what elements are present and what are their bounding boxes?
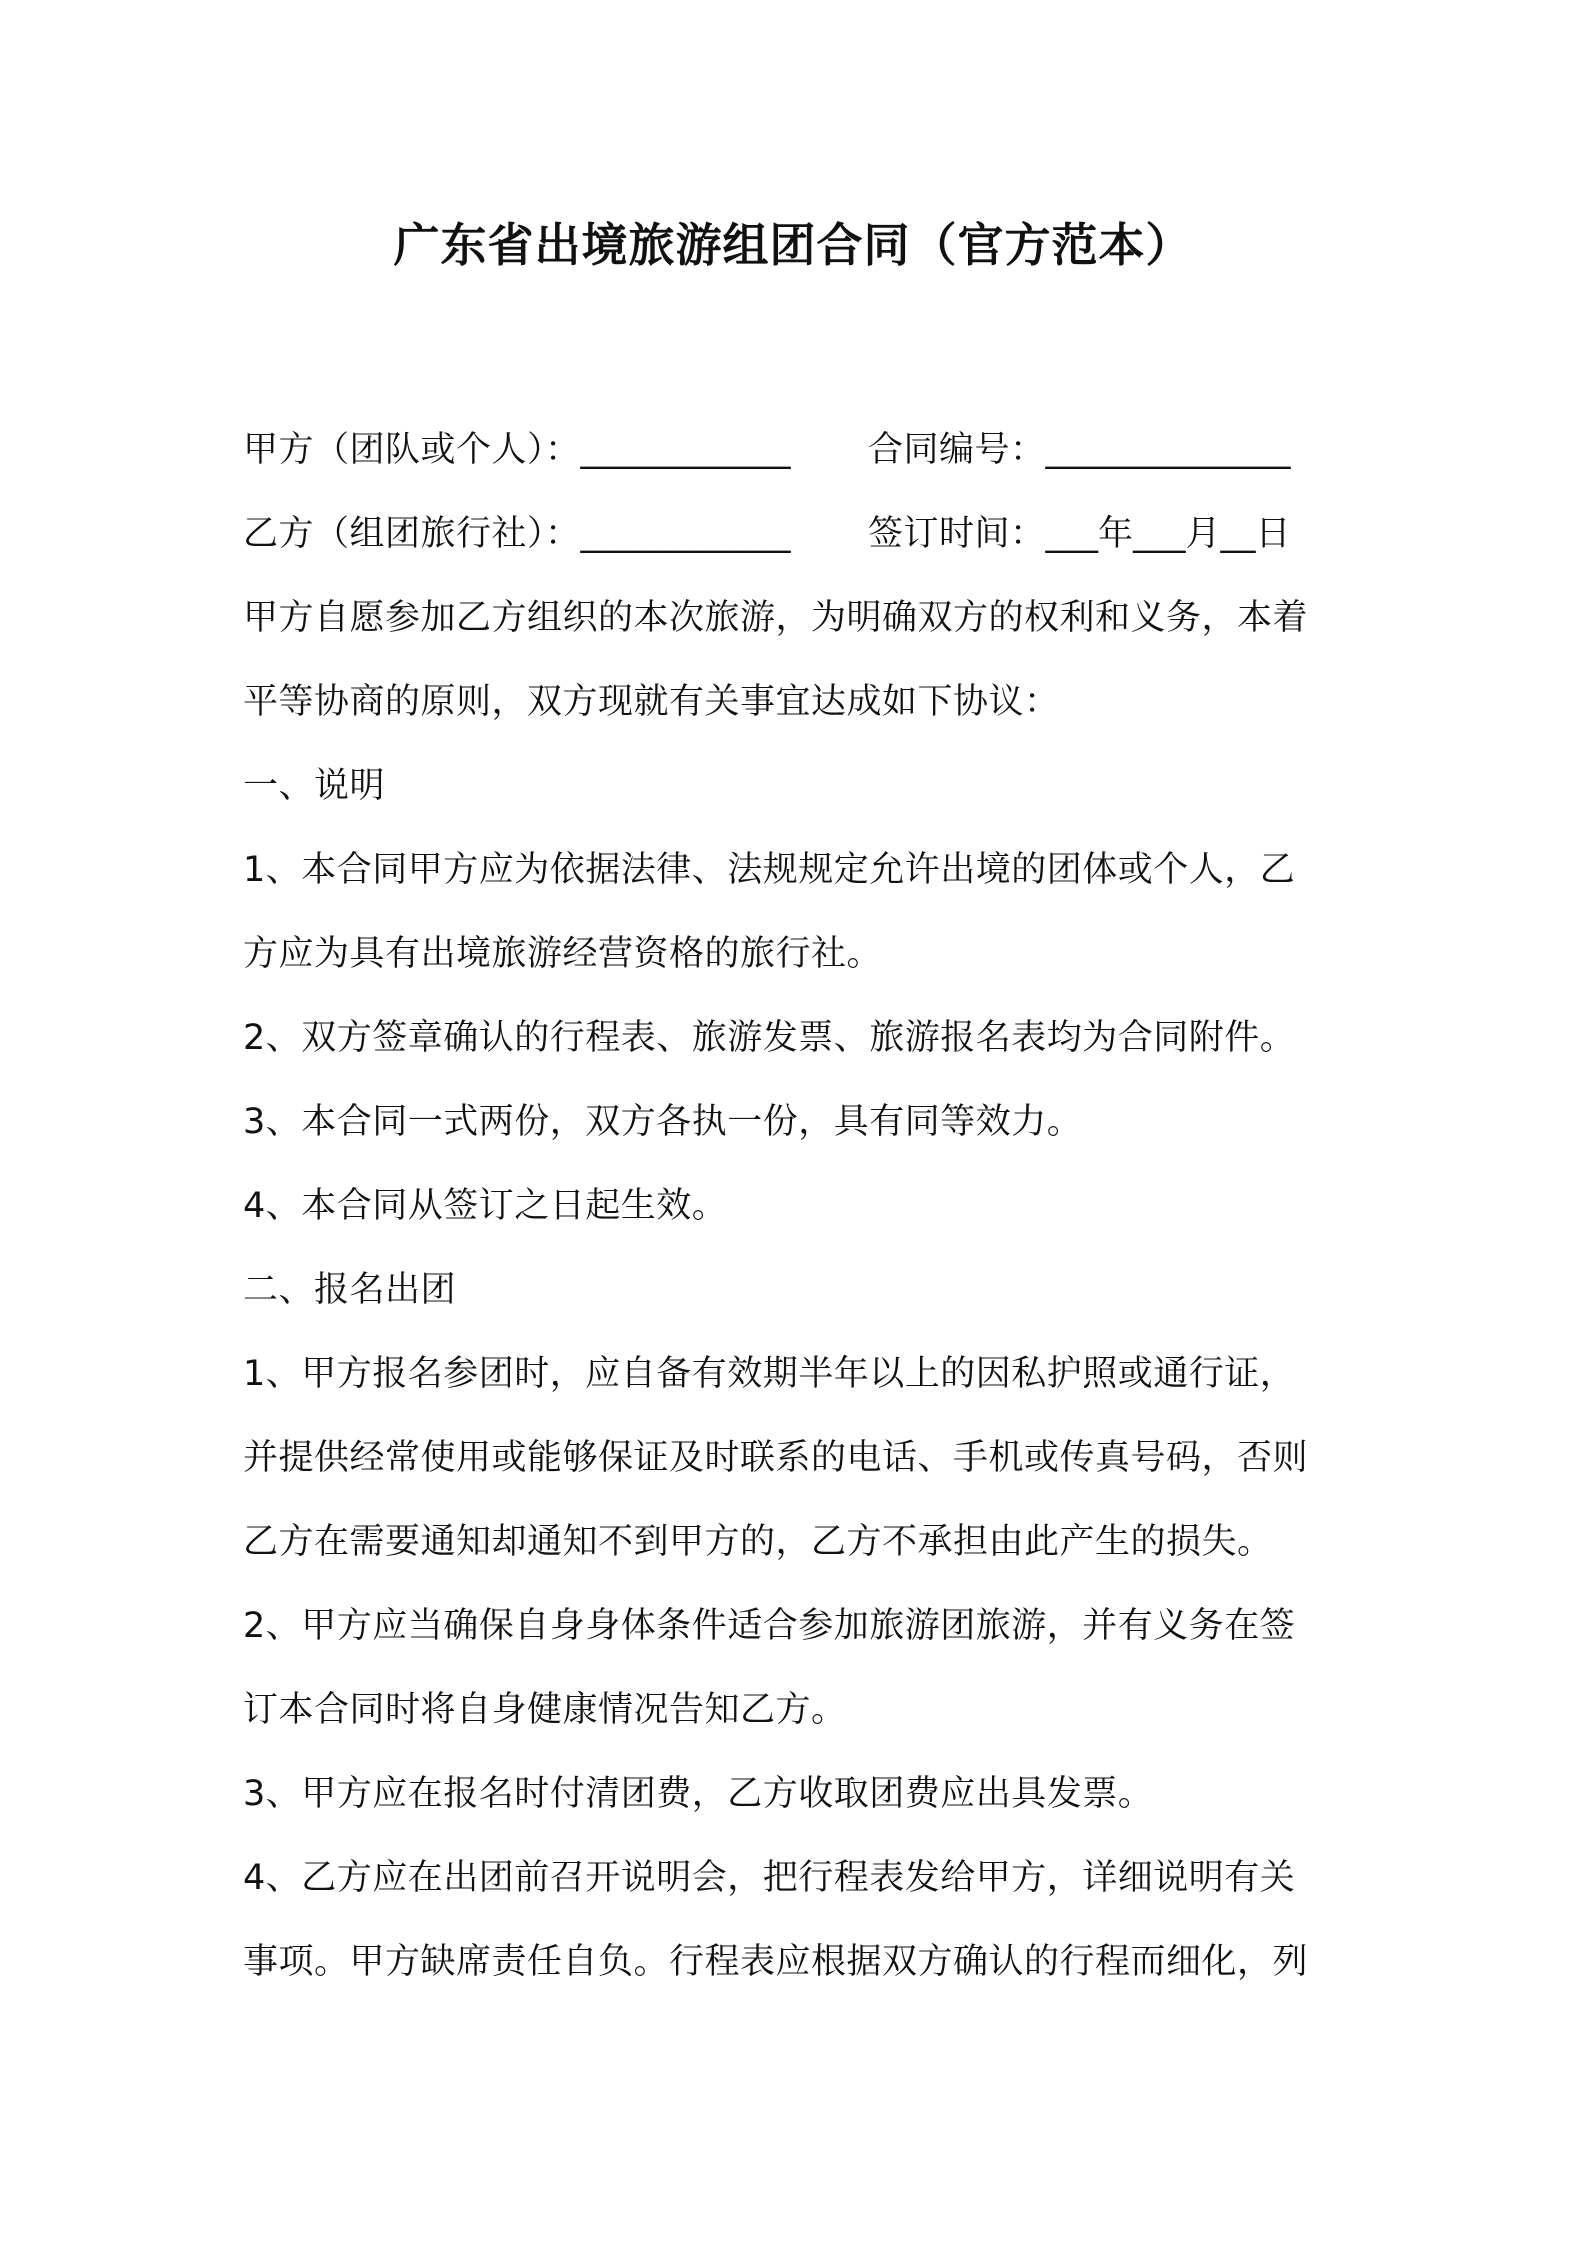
sign-date-value: ___年___月__日 (1045, 514, 1291, 554)
body-line: 2、甲方应当确保自身身体条件适合参加旅游团旅游，并有义务在签 (243, 1606, 1296, 1646)
body-line: 并提供经常使用或能够保证及时联系的电话、手机或传真号码，否则 (243, 1438, 1309, 1478)
sign-date-label: 签订时间： (868, 514, 1046, 554)
section-heading: 二、报名出团 (243, 1270, 457, 1310)
party-b-field (243, 492, 868, 576)
contract-number-field (868, 408, 1291, 492)
party-a-row (243, 408, 1353, 492)
body-line: 乙方在需要通知却通知不到甲方的，乙方不承担由此产生的损失。 (243, 1522, 1273, 1562)
document-title: 广东省出境旅游组团合同（官方范本） (393, 218, 1193, 272)
body-line: 4、乙方应在出团前召开说明会，把行程表发给甲方，详细说明有关 (243, 1858, 1296, 1898)
body-line: 甲方自愿参加乙方组织的本次旅游，为明确双方的权利和义务，本着 (243, 598, 1309, 638)
sign-date-field (868, 492, 1291, 576)
section-heading: 一、说明 (243, 766, 386, 806)
body-line: 订本合同时将自身健康情况告知乙方。 (243, 1690, 847, 1730)
body-line: 方应为具有出境旅游经营资格的旅行社。 (243, 934, 883, 974)
party-b-label: 乙方（组团旅行社）： (243, 514, 581, 554)
body-line: 1、甲方报名参团时，应自备有效期半年以上的因私护照或通行证， (243, 1354, 1296, 1394)
party-a-field (243, 408, 868, 492)
body-line: 3、本合同一式两份，双方各执一份，具有同等效力。 (243, 1102, 1083, 1142)
contract-number-label: 合同编号： (868, 430, 1046, 470)
body-line: 事项。甲方缺席责任自负。行程表应根据双方确认的行程而细化，列 (243, 1942, 1309, 1982)
body-line: 2、双方签章确认的行程表、旅游发票、旅游报名表均为合同附件。 (243, 1018, 1296, 1058)
body-line: 1、本合同甲方应为依据法律、法规规定允许出境的团体或个人，乙 (243, 850, 1296, 890)
body-line: 平等协商的原则，双方现就有关事宜达成如下协议： (243, 682, 1060, 722)
contract-number-blank: ______________ (1045, 430, 1291, 470)
body-line: 3、甲方应在报名时付清团费，乙方收取团费应出具发票。 (243, 1774, 1154, 1814)
party-b-row (243, 492, 1353, 576)
party-a-blank: ____________ (580, 430, 791, 470)
body-line: 4、本合同从签订之日起生效。 (243, 1186, 728, 1226)
party-b-blank: ____________ (580, 514, 791, 554)
document-body (243, 408, 1353, 2004)
party-a-label: 甲方（团队或个人）： (243, 430, 581, 470)
